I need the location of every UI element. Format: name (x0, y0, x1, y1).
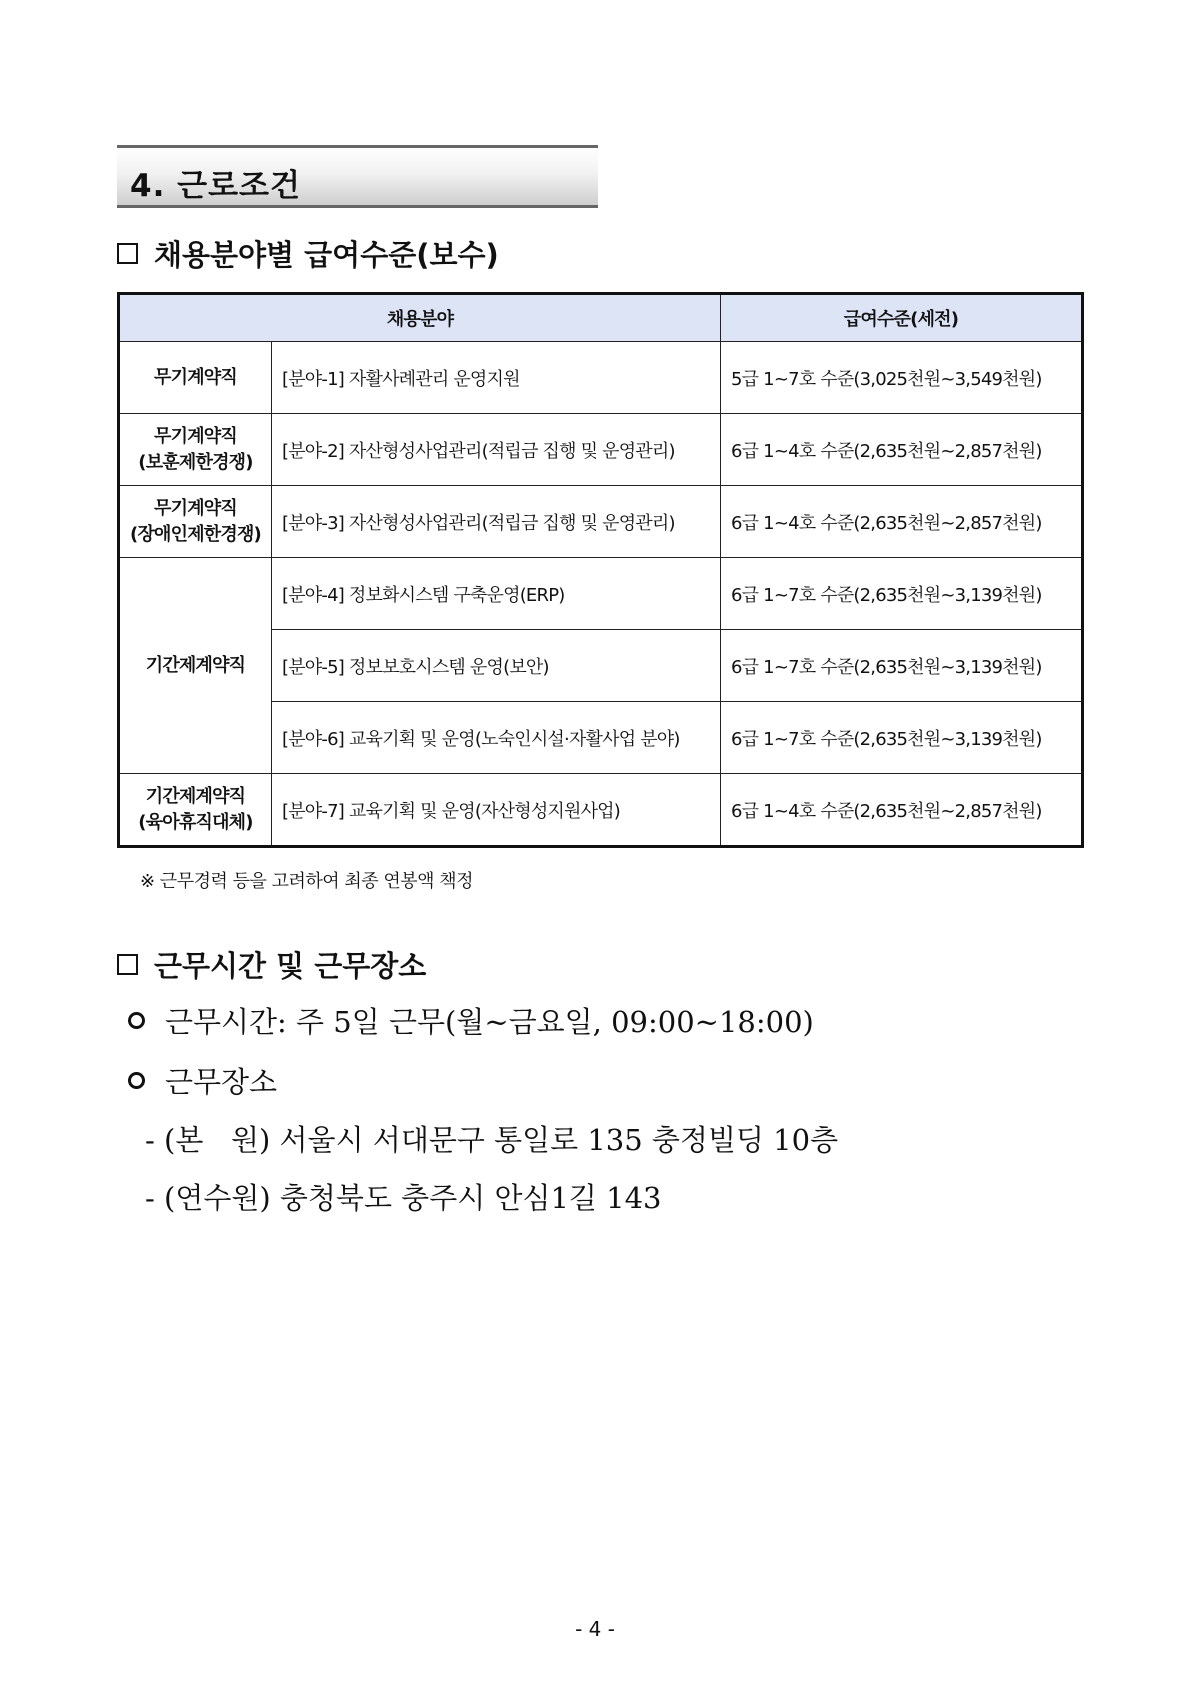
row-type (119, 414, 272, 486)
table-row (119, 342, 1083, 414)
page-number: - 4 - (575, 1617, 615, 1641)
header-field: 채용분야 (119, 294, 721, 342)
row-field: [분야-5] 정보보호시스템 운영(보안) (272, 630, 721, 702)
location-main: - (본 원) 서울시 서대문구 통일로 135 충정빌딩 10층 (145, 1123, 839, 1157)
work-place-text: 근무장소 (165, 1065, 278, 1099)
header-salary: 급여수준(세전) (721, 294, 1083, 342)
section-header (117, 145, 598, 208)
heading-salary (117, 233, 499, 274)
row-type-line2: (장애인제한경쟁) (130, 523, 261, 545)
work-hours-text: 근무시간: 주 5일 근무(월~금요일, 09:00~18:00) (165, 1005, 814, 1039)
row-type (119, 774, 272, 847)
row-field: [분야-1] 자활사례관리 운영지원 (272, 342, 721, 414)
circle-bullet-icon (128, 1012, 145, 1029)
row-type-line2: (육아휴직대체) (138, 811, 253, 833)
row-salary: 6급 1~7호 수준(2,635천원~3,139천원) (721, 702, 1083, 774)
heading-work-text: 근무시간 및 근무장소 (154, 949, 427, 983)
table-row (119, 414, 1083, 486)
row-salary: 5급 1~7호 수준(3,025천원~3,549천원) (721, 342, 1083, 414)
square-bullet-icon (117, 243, 138, 264)
row-salary: 6급 1~7호 수준(2,635천원~3,139천원) (721, 630, 1083, 702)
table-header-row (119, 294, 1083, 342)
row-type-line1: 기간제계약직 (145, 785, 246, 807)
work-place-line (128, 1060, 277, 1101)
row-type-line1: 무기계약직 (154, 497, 237, 519)
row-field: [분야-7] 교육기획 및 운영(자산형성지원사업) (272, 774, 721, 847)
square-bullet-icon (117, 954, 138, 975)
row-type: 기간제계약직 (119, 558, 272, 774)
salary-note: ※ 근무경력 등을 고려하여 최종 연봉액 책정 (140, 871, 474, 892)
row-salary: 6급 1~7호 수준(2,635천원~3,139천원) (721, 558, 1083, 630)
row-type (119, 486, 272, 558)
row-salary: 6급 1~4호 수준(2,635천원~2,857천원) (721, 774, 1083, 847)
heading-salary-text: 채용분야별 급여수준(보수) (154, 238, 499, 272)
row-field: [분야-2] 자산형성사업관리(적립금 집행 및 운영관리) (272, 414, 721, 486)
row-field: [분야-4] 정보화시스템 구축운영(ERP) (272, 558, 721, 630)
table-row (119, 558, 1083, 630)
table-row (119, 774, 1083, 847)
row-salary: 6급 1~4호 수준(2,635천원~2,857천원) (721, 486, 1083, 558)
row-type-line2: (보훈제한경쟁) (138, 451, 253, 473)
circle-bullet-icon (128, 1072, 145, 1089)
row-salary: 6급 1~4호 수준(2,635천원~2,857천원) (721, 414, 1083, 486)
work-hours-line (128, 1000, 814, 1041)
row-type-line1: 무기계약직 (154, 425, 237, 447)
table-row (119, 486, 1083, 558)
heading-work (117, 944, 426, 985)
row-field: [분야-3] 자산형성사업관리(적립금 집행 및 운영관리) (272, 486, 721, 558)
row-type: 무기계약직 (119, 342, 272, 414)
salary-table (117, 292, 1084, 848)
row-field: [분야-6] 교육기획 및 운영(노숙인시설·자활사업 분야) (272, 702, 721, 774)
location-training: - (연수원) 충청북도 충주시 안심1길 143 (145, 1181, 662, 1215)
section-title: 4. 근로조건 (130, 168, 301, 204)
